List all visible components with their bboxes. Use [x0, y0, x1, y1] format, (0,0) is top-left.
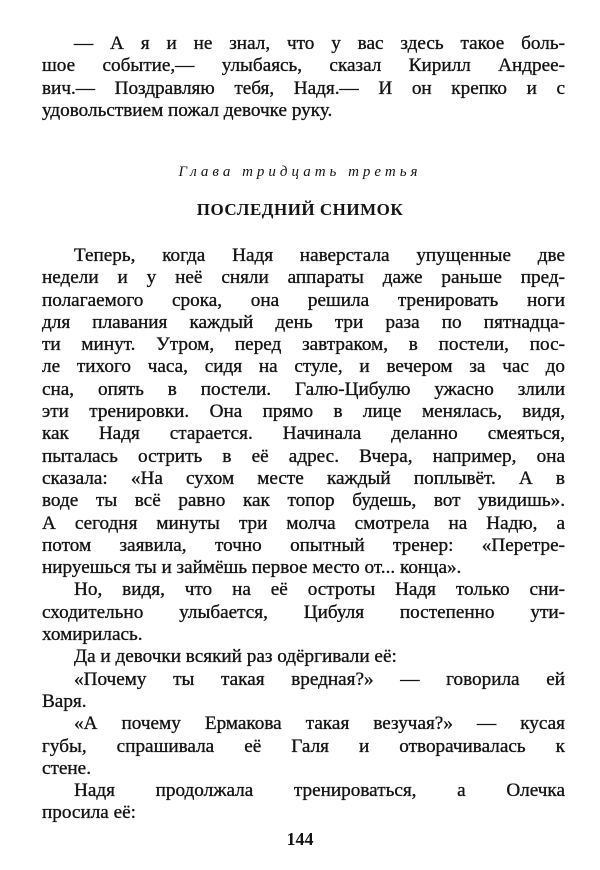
text-line: Да и девочки всякий раз одёргивали её:	[74, 646, 397, 668]
text-line: вич.— Поздравляю тебя, Надя.— И он крепко и с	[42, 77, 565, 99]
text-line: сходительно улыбается, Цибуля постепенно ути-	[42, 601, 565, 623]
text-line: потом заявила, точно опытный тренер: «Перетре-	[42, 534, 565, 556]
text-line: «А почему Ермакова такая везучая?» — кусая	[74, 713, 565, 735]
text-line: полагаемого срока, она решила тренировать ноги	[42, 289, 565, 311]
text-line: эти тренировки. Она прямо в лице менялась, видя,	[42, 401, 565, 423]
text-line: нируешься ты и займёшь первое место от... конца».	[42, 557, 462, 579]
text-line: — А я и не знал, что у вас здесь такое боль-	[74, 33, 565, 54]
text-line: Надя продолжала тренироваться, а Олечка	[74, 780, 565, 802]
text-line: сна, опять в постели. Галю-Цибулю ужасно злили	[42, 378, 565, 400]
chapter-label: Глава тридцать третья	[178, 164, 422, 180]
intro-text	[42, 33, 565, 122]
chapter-body	[42, 245, 565, 825]
text-line: пыталась острить в её адрес. Вчера, например, она	[42, 445, 565, 467]
text-line: недели и у неё сняли аппараты даже раньше пред-	[42, 267, 565, 289]
text-line: удовольствием пожал девочке руку.	[42, 99, 333, 121]
text-line: Но, видя, что на её остроты Надя только сни-	[74, 579, 565, 601]
text-line: шое событие,— улыбаясь, сказал Кирилл Андрее-	[42, 55, 565, 77]
text-line: как Надя старается. Начинала деланно смеяться,	[42, 423, 565, 445]
text-line: «Почему ты такая вредная?» — говорила ей	[74, 668, 565, 690]
text-line: просила её:	[42, 802, 136, 824]
text-line: Теперь, когда Надя наверстала упущенные две	[74, 245, 565, 266]
text-line: ле тихого часа, сидя на стуле, и вечером за час до	[42, 356, 565, 378]
text-line: воде ты всё равно как топор будешь, вот увидишь».	[42, 490, 565, 512]
page-number: 144	[286, 829, 314, 849]
chapter-title: ПОСЛЕДНИЙ СНИМОК	[196, 200, 404, 219]
text-line: стене.	[42, 757, 91, 779]
text-line: губы, спрашивала её Галя и отворачивалась к	[42, 735, 565, 757]
text-line: ти минут. Утром, перед завтраком, в постели, пос-	[42, 334, 565, 356]
text-line: Варя.	[42, 690, 87, 712]
text-line: для плавания каждый день три раза по пятнадца-	[42, 311, 565, 333]
text-line: А сегодня минуты три молча смотрела на Надю, а	[42, 512, 565, 534]
text-line: сказала: «На сухом месте каждый поплывёт. А в	[42, 467, 565, 489]
text-line: хомирилась.	[42, 624, 143, 646]
